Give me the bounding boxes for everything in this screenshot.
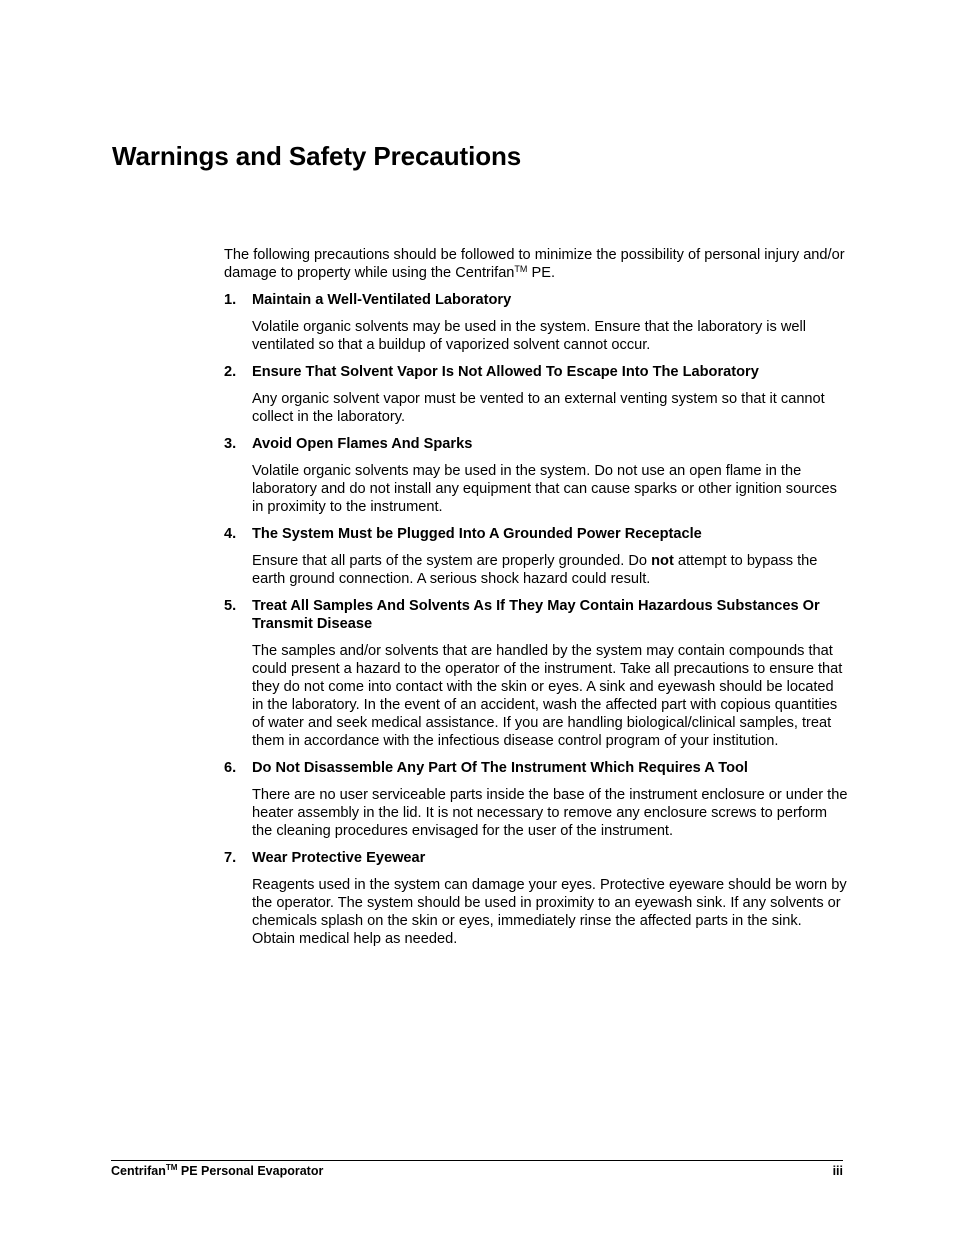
precaution-title: Maintain a Well-Ventilated Laboratory (252, 292, 512, 308)
precaution-item (224, 759, 848, 840)
emphasis-not: not (651, 553, 674, 569)
page-number: iii (832, 1164, 843, 1178)
precaution-heading (224, 525, 848, 543)
precaution-body: The samples and/or solvents that are handled by the system may contain compounds that could present a hazard to the operator of the instrument. Take all precautions to ensure that they do not come into contact with the skin or eyes. A sink and eyewash should be located in the laboratory. In the event of an accident, wash the affected part with copious quantities of water and seek medical assistance. If you are handling biological/clinical samples, treat them in accordance with the infectious disease control program of your institution. (252, 643, 843, 749)
precaution-title: The System Must be Plugged Into A Grounded Power Receptacle (252, 526, 702, 542)
precaution-body: Volatile organic solvents may be used in the system. Ensure that the laboratory is well ventilated so that a buildup of vaporized solvent cannot occur. (252, 319, 807, 353)
precaution-body: Any organic solvent vapor must be vented to an external venting system so that it cannot collect in the laboratory. (252, 391, 825, 425)
precaution-heading (224, 363, 848, 381)
intro-text-end: PE. (527, 265, 555, 281)
precaution-heading (224, 849, 848, 867)
precaution-heading (224, 759, 848, 777)
precaution-number: 7. (224, 850, 237, 866)
precaution-body-text-end: attempt to bypass the earth ground connection. A serious shock hazard could result. (252, 553, 818, 587)
precaution-number: 5. (224, 598, 237, 614)
footer-product (111, 1163, 323, 1179)
precaution-number: 3. (224, 436, 237, 452)
precaution-item (224, 525, 848, 588)
precaution-body-text: Ensure that all parts of the system are properly grounded. Do (252, 553, 652, 569)
precaution-item (224, 435, 848, 516)
precaution-body: Reagents used in the system can damage your eyes. Protective eyeware should be worn by the operator. The system should be used in proximity to an eyewash sink. If any solvents or chemicals splash on the skin or eyes, immediately rinse the affected parts in the sink. Obtain medical help as needed. (252, 877, 847, 947)
precaution-title: Avoid Open Flames And Sparks (252, 436, 473, 452)
precaution-item (224, 597, 848, 750)
page-title: Warnings and Safety Precautions (112, 141, 522, 171)
precaution-item (224, 849, 848, 948)
footer-product-name: Centrifan (111, 1164, 166, 1178)
precaution-number: 6. (224, 760, 237, 776)
precaution-item (224, 291, 848, 354)
precaution-heading (224, 291, 848, 309)
precaution-title: Ensure That Solvent Vapor Is Not Allowed To Escape Into The Laboratory (252, 364, 759, 380)
precaution-body (252, 552, 848, 588)
precaution-title: Treat All Samples And Solvents As If They May Contain Hazardous Substances Or Transmit Disease (252, 598, 820, 632)
precaution-heading (224, 435, 848, 453)
precaution-title: Wear Protective Eyewear (252, 850, 426, 866)
precaution-body: Volatile organic solvents may be used in the system. Do not use an open flame in the laboratory and do not install any equipment that can cause sparks or other ignition sources in proximity to the instrument. (252, 463, 837, 515)
intro-paragraph (224, 246, 848, 282)
footer-trademark-superscript: TM (165, 1163, 178, 1172)
precaution-body: There are no user serviceable parts inside the base of the instrument enclosure or under the heater assembly in the lid. It is not necessary to remove any enclosure screws to perform the cleaning procedures envisaged for the user of the instrument. (252, 787, 848, 839)
precaution-number: 2. (224, 364, 237, 380)
precaution-number: 1. (224, 292, 237, 308)
precaution-number: 4. (224, 526, 237, 542)
precaution-item (224, 363, 848, 426)
trademark-superscript: TM (514, 264, 528, 274)
intro-text: The following precautions should be followed to minimize the possibility of personal injury and/or damage to property while using the Centrifan (224, 247, 845, 281)
footer-product-suffix: PE Personal Evaporator (177, 1164, 324, 1178)
document-body (224, 246, 848, 957)
page-footer (111, 1160, 843, 1179)
precaution-title: Do Not Disassemble Any Part Of The Instrument Which Requires A Tool (252, 760, 748, 776)
precaution-heading (224, 597, 848, 633)
